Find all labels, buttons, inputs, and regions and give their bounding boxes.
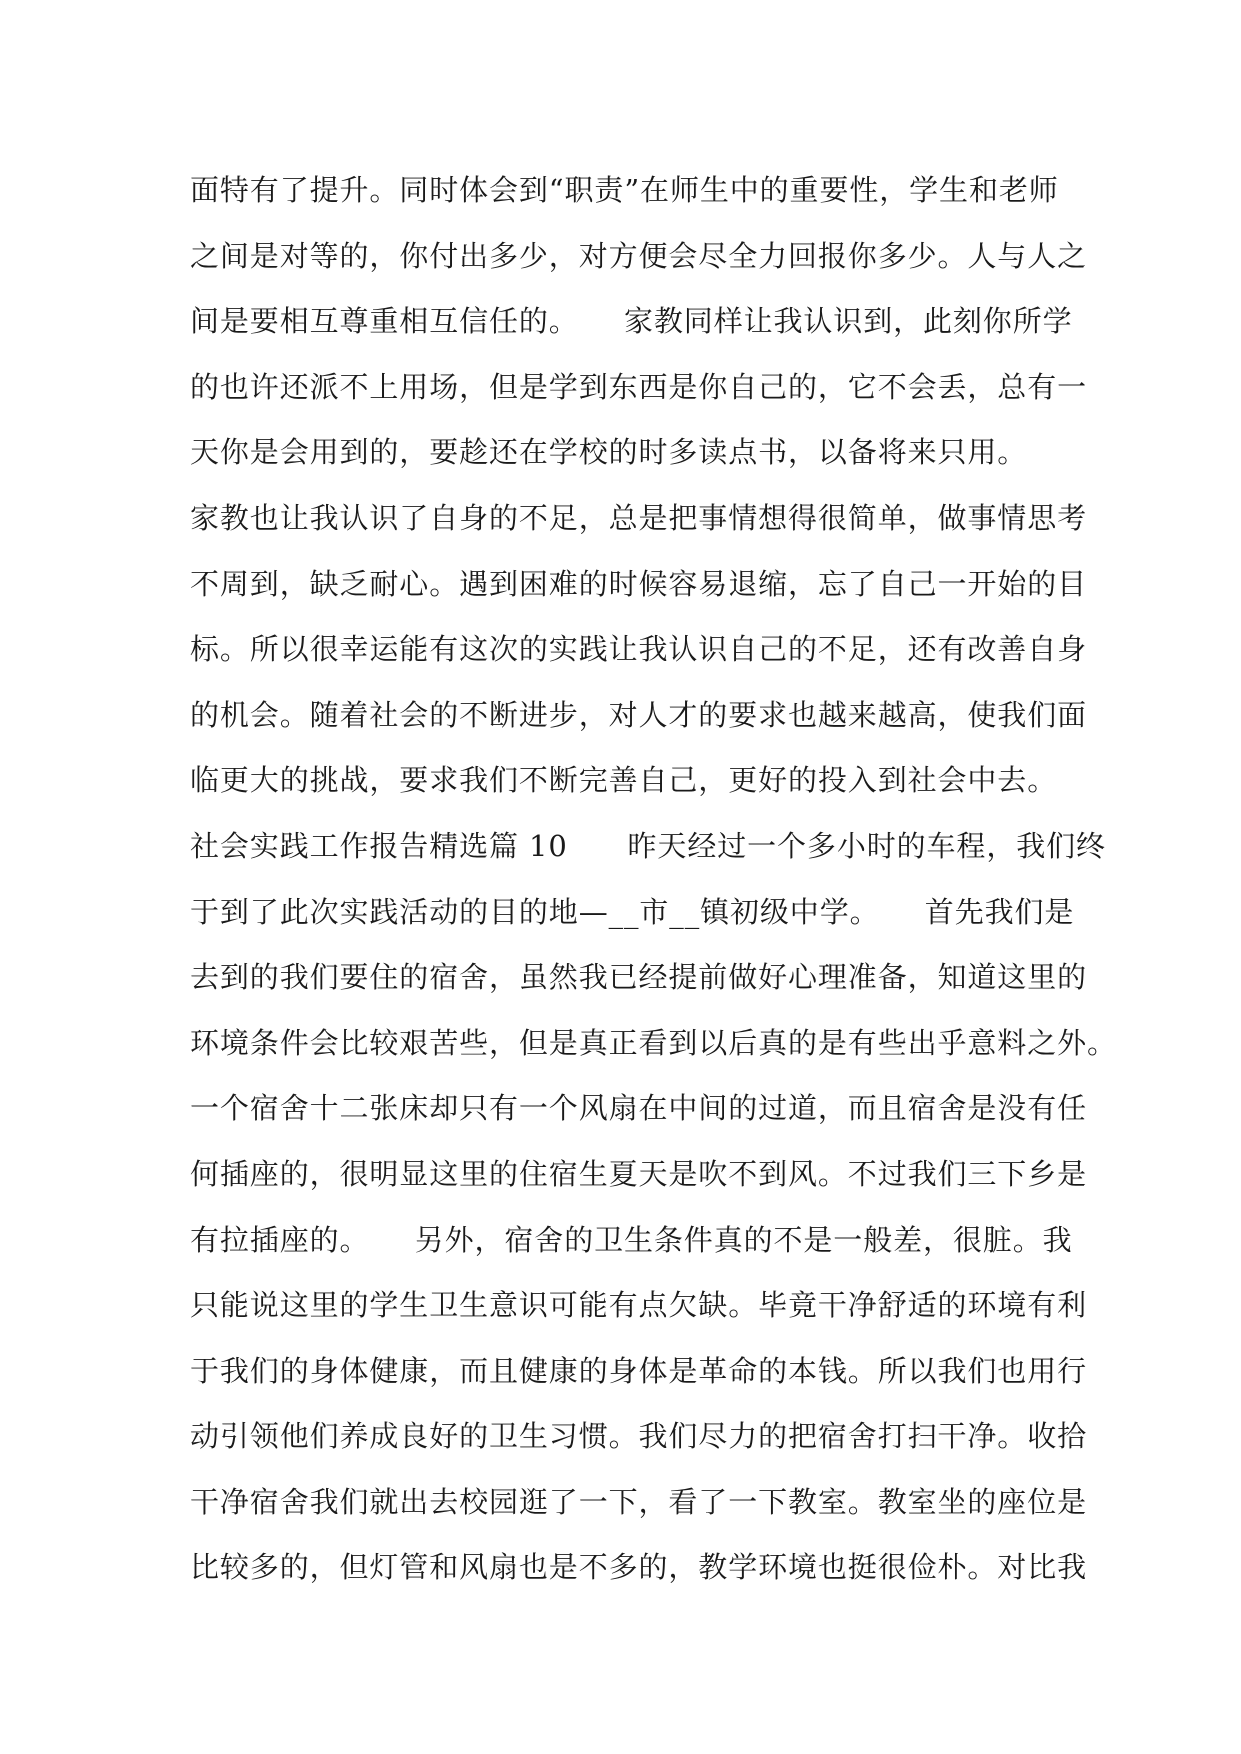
text-line-18: 只能说这里的学生卫生意识可能有点欠缺。毕竟干净舒适的环境有利 <box>190 1288 1088 1323</box>
text-line-7: 不周到，缺乏耐心。遇到困难的时候容易退缩，忘了自己一开始的目 <box>190 566 1088 601</box>
text-line-1: 面特有了提升。同时体会到“职责”在师生中的重要性，学生和老师 <box>190 173 1059 207</box>
text-line-10: 临更大的挑战，要求我们不断完善自己，更好的投入到社会中去。 <box>190 763 1058 798</box>
text-line-17: 有拉插座的。 另外，宿舍的卫生条件真的不是一般差，很脏。我 <box>190 1222 1073 1257</box>
text-line-2: 之间是对等的，你付出多少，对方便会尽全力回报你多少。人与人之 <box>190 238 1088 273</box>
text-line-5: 天你是会用到的，要趁还在学校的时多读点书，以备将来只用。 <box>190 435 1028 470</box>
text-line-12: 于到了此次实践活动的目的地—__市__镇初级中学。 首先我们是 <box>190 894 1075 929</box>
text-line-16: 何插座的，很明显这里的住宿生夏天是吹不到风。不过我们三下乡是 <box>190 1156 1088 1191</box>
text-line-11: 社会实践工作报告精选篇 10 昨天经过一个多小时的车程，我们终 <box>190 828 1106 863</box>
text-line-19: 于我们的身体健康，而且健康的身体是革命的本钱。所以我们也用行 <box>190 1353 1088 1388</box>
text-line-22: 比较多的，但灯管和风扇也是不多的，教学环境也挺很俭朴。对比我 <box>190 1550 1088 1585</box>
text-line-6: 家教也让我认识了自身的不足，总是把事情想得很简单，做事情思考 <box>190 500 1088 535</box>
body-text <box>190 158 1117 1601</box>
text-line-20: 动引领他们养成良好的卫生习惯。我们尽力的把宿舍打扫干净。收拾 <box>190 1419 1088 1454</box>
text-line-3: 间是要相互尊重相互信任的。 家教同样让我认识到，此刻你所学 <box>190 304 1073 339</box>
text-line-8: 标。所以很幸运能有这次的实践让我认识自己的不足，还有改善自身 <box>190 632 1088 667</box>
text-line-21: 干净宿舍我们就出去校园逛了一下，看了一下教室。教室坐的座位是 <box>190 1484 1088 1519</box>
text-line-15: 一个宿舍十二张床却只有一个风扇在中间的过道，而且宿舍是没有任 <box>190 1091 1088 1126</box>
text-line-4: 的也许还派不上用场，但是学到东西是你自己的，它不会丢，总有一 <box>190 369 1088 404</box>
text-line-9: 的机会。随着社会的不断进步，对人才的要求也越来越高，使我们面 <box>190 697 1088 732</box>
text-line-13: 去到的我们要住的宿舍，虽然我已经提前做好心理准备，知道这里的 <box>190 960 1088 995</box>
text-line-14: 环境条件会比较艰苦些，但是真正看到以后真的是有些出乎意料之外。 <box>190 1025 1117 1060</box>
